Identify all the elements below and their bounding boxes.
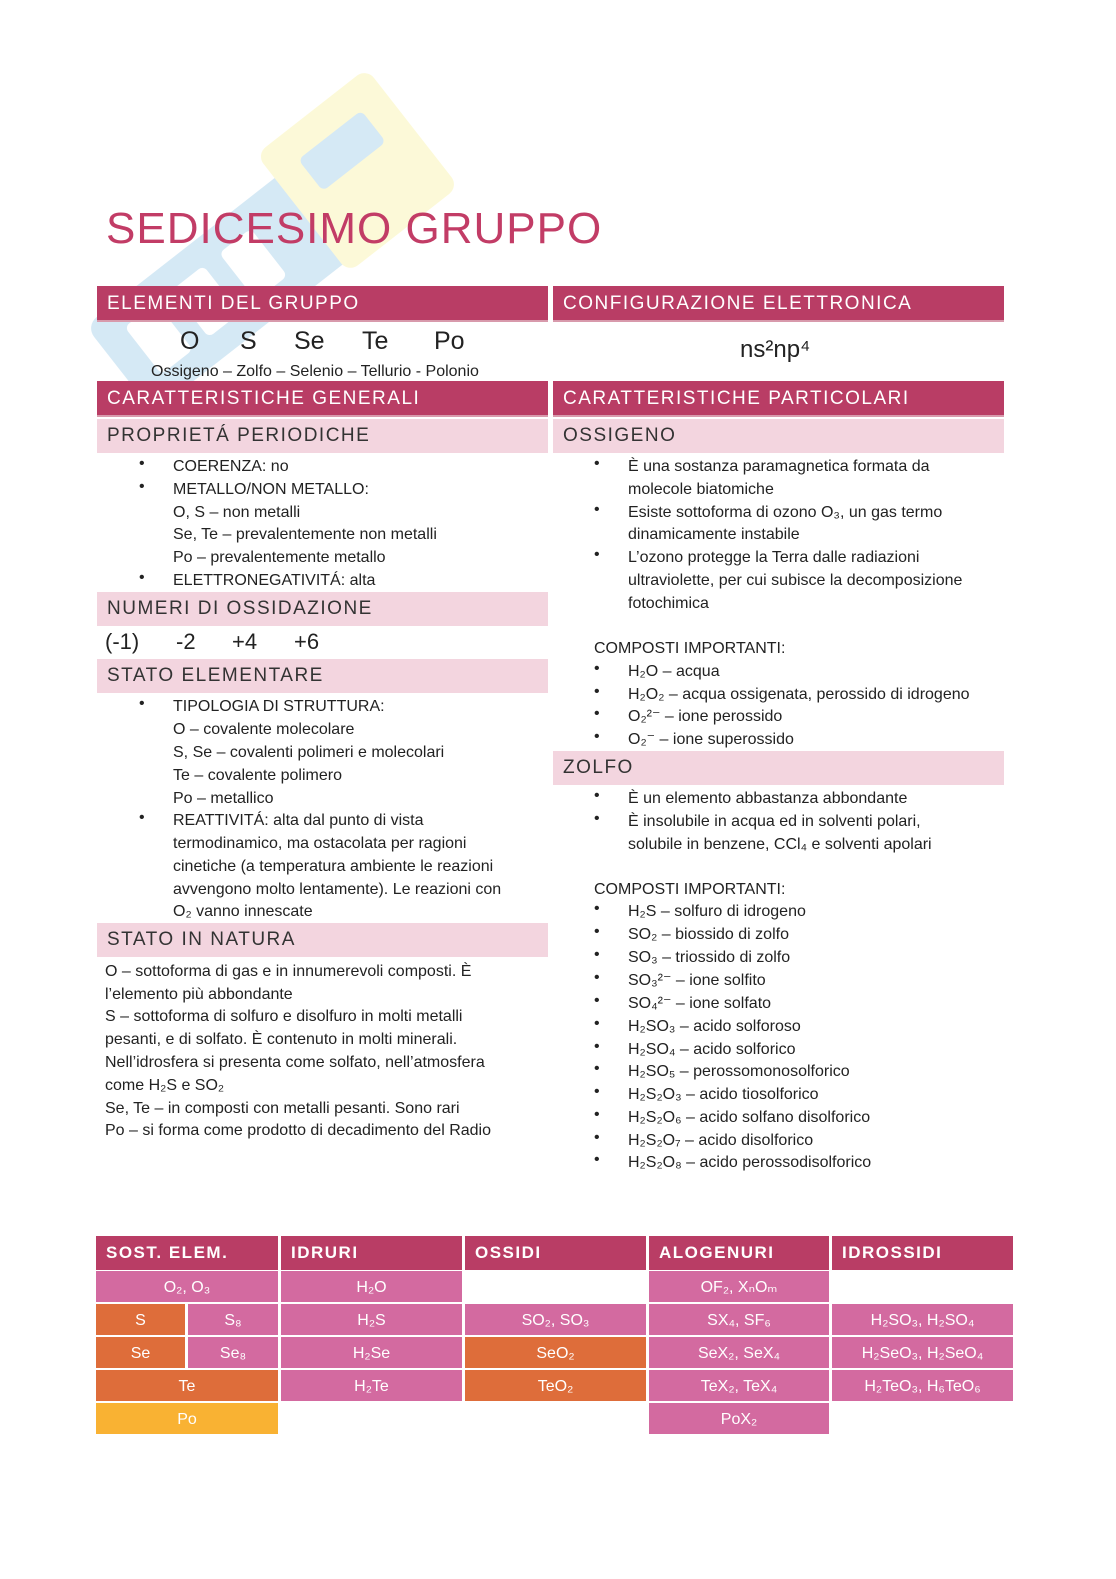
- symbol-te: Te: [362, 327, 389, 355]
- elem-reactivity-3: cinetiche (a temperatura ambiente le reazioni: [173, 858, 494, 875]
- sulfur-compound: SO₃²⁻ – ione solfito: [628, 972, 766, 989]
- table-header: IDROSSIDI: [832, 1236, 1013, 1270]
- bullet: •: [594, 900, 600, 917]
- element-names: Ossigeno – Zolfo – Selenio – Tellurio - Polonio: [151, 363, 479, 380]
- nature-line: come H₂S e SO₂: [105, 1077, 225, 1094]
- bullet: •: [594, 705, 600, 722]
- table-cell: PoX₂: [649, 1403, 829, 1434]
- bullet: •: [594, 501, 600, 518]
- table-cell: H₂S: [281, 1304, 462, 1335]
- page-title: SEDICESIMO GRUPPO: [106, 204, 603, 253]
- nature-line: pesanti, e di solfato. È contenuto in molti minerali.: [105, 1031, 458, 1048]
- bullet: •: [594, 946, 600, 963]
- bullet: •: [139, 569, 145, 586]
- table-header: SOST. ELEM.: [96, 1236, 278, 1270]
- table-cell: Se: [96, 1337, 185, 1368]
- table-cell: SeX₂, SeX₄: [649, 1337, 829, 1368]
- bullet: •: [139, 478, 145, 495]
- bullet: •: [594, 992, 600, 1009]
- symbol-se: Se: [294, 327, 325, 355]
- general-header: CARATTERISTICHE GENERALI: [97, 381, 548, 417]
- periodic-electroneg: ELETTRONEGATIVITÁ: alta: [173, 572, 376, 589]
- bullet: •: [594, 1038, 600, 1055]
- sulfur-compound: SO₄²⁻ – ione solfato: [628, 995, 772, 1012]
- nature-header: STATO IN NATURA: [97, 923, 548, 957]
- sulfur-compound: H₂S – solfuro di idrogeno: [628, 903, 806, 920]
- oxygen-line: Esiste sottoforma di ozono O₃, un gas termo: [628, 504, 943, 521]
- symbol-po: Po: [434, 327, 465, 355]
- sulfur-compound: H₂SO₅ – perossomonosolforico: [628, 1063, 850, 1080]
- oxygen-compound: O₂⁻ – ione superossido: [628, 731, 794, 748]
- oxygen-line: L’ozono protegge la Terra dalle radiazioni: [628, 549, 920, 566]
- bullet: •: [594, 810, 600, 827]
- periodic-metal-l2: Se, Te – prevalentemente non metalli: [173, 526, 437, 543]
- table-cell: TeO₂: [465, 1370, 646, 1401]
- elem-l3: Te – covalente polimero: [173, 767, 342, 784]
- oxygen-line: ultraviolette, per cui subisce la decomposizione: [628, 572, 963, 589]
- table-header: OSSIDI: [465, 1236, 646, 1270]
- bullet: •: [594, 969, 600, 986]
- sulfur-compound: H₂S₂O₇ – acido disolforico: [628, 1132, 814, 1149]
- table-cell: H₂Te: [281, 1370, 462, 1401]
- bullet: •: [594, 1060, 600, 1077]
- electron-config: ns²np⁴: [740, 336, 811, 363]
- table-cell: H₂Se: [281, 1337, 462, 1368]
- table-header: IDRURI: [281, 1236, 462, 1270]
- table-cell: O₂, O₃: [96, 1271, 278, 1302]
- oxygen-compound: H₂O – acqua: [628, 663, 720, 680]
- elem-l2: S, Se – covalenti polimeri e molecolari: [173, 744, 445, 761]
- table-cell: S₈: [188, 1304, 278, 1335]
- sulfur-compound: H₂S₂O₆ – acido solfano disolforico: [628, 1109, 871, 1126]
- nature-line: O – sottoforma di gas e in innumerevoli composti. È: [105, 963, 472, 980]
- table-cell: H₂O: [281, 1271, 462, 1302]
- sulfur-compound: H₂S₂O₈ – acido perossodisolforico: [628, 1154, 872, 1171]
- oxygen-compound: O₂²⁻ – ione perossido: [628, 708, 783, 725]
- bullet: •: [139, 695, 145, 712]
- periodic-header: PROPRIETÁ PERIODICHE: [97, 419, 548, 453]
- elem-l1: O – covalente molecolare: [173, 721, 355, 738]
- oxygen-line: dinamicamente instabile: [628, 526, 800, 543]
- table-cell: Po: [96, 1403, 278, 1434]
- bullet: •: [139, 809, 145, 826]
- ox-number: +6: [294, 629, 320, 654]
- bullet: •: [594, 923, 600, 940]
- bullet: •: [594, 1129, 600, 1146]
- sulfur-compound: H₂SO₃ – acido solforoso: [628, 1018, 801, 1035]
- elem-reactivity-1: REATTIVITÁ: alta dal punto di vista: [173, 812, 424, 829]
- table-cell: Te: [96, 1370, 278, 1401]
- elem-reactivity-4: avvengono molto lentamente). Le reazioni con: [173, 881, 502, 898]
- bullet: •: [594, 455, 600, 472]
- nature-line: Nell’idrosfera si presenta come solfato, nell’atmosfera: [105, 1054, 485, 1071]
- symbol-s: S: [240, 327, 257, 355]
- bullet: •: [594, 1106, 600, 1123]
- oxygen-compound: H₂O₂ – acqua ossigenata, perossido di idrogeno: [628, 686, 970, 703]
- sulfur-compounds-label: COMPOSTI IMPORTANTI:: [594, 881, 786, 898]
- sulfur-compound: H₂S₂O₃ – acido tiosolforico: [628, 1086, 819, 1103]
- nature-line: Po – si forma come prodotto di decadimento del Radio: [105, 1122, 491, 1139]
- periodic-metal-l3: Po – prevalentemente metallo: [173, 549, 386, 566]
- bullet: •: [594, 683, 600, 700]
- bullet: •: [594, 546, 600, 563]
- table-cell: TeX₂, TeX₄: [649, 1370, 829, 1401]
- nature-line: S – sottoforma di solfuro e disolfuro in molti metalli: [105, 1008, 463, 1025]
- table-cell: H₂SO₃, H₂SO₄: [832, 1304, 1013, 1335]
- sulfur-line: solubile in benzene, CCl₄ e solventi apolari: [628, 836, 932, 853]
- table-header: ALOGENURI: [649, 1236, 829, 1270]
- ox-number: +4: [232, 629, 258, 654]
- ox-number: (-1): [105, 629, 140, 654]
- table-cell: H₂TeO₃, H₆TeO₆: [832, 1370, 1013, 1401]
- periodic-coherence: COERENZA: no: [173, 458, 289, 475]
- bullet: •: [594, 787, 600, 804]
- ox-number: -2: [176, 629, 196, 654]
- table-cell: Se₈: [188, 1337, 278, 1368]
- table-cell: SX₄, SF₆: [649, 1304, 829, 1335]
- table-cell: H₂SeO₃, H₂SeO₄: [832, 1337, 1013, 1368]
- special-header: CARATTERISTICHE PARTICOLARI: [553, 381, 1004, 417]
- symbol-o: O: [180, 327, 200, 355]
- oxygen-compounds-label: COMPOSTI IMPORTANTI:: [594, 640, 786, 657]
- elemental-header: STATO ELEMENTARE: [97, 659, 548, 693]
- sulfur-compound: SO₃ – triossido di zolfo: [628, 949, 791, 966]
- oxidation-header: NUMERI DI OSSIDAZIONE: [97, 592, 548, 626]
- sulfur-line: È un elemento abbastanza abbondante: [628, 790, 908, 807]
- bullet: •: [594, 1083, 600, 1100]
- periodic-metal: METALLO/NON METALLO:: [173, 481, 369, 498]
- oxygen-line: fotochimica: [628, 595, 709, 612]
- sulfur-header: ZOLFO: [553, 751, 1004, 785]
- periodic-metal-l1: O, S – non metalli: [173, 504, 301, 521]
- elem-structure: TIPOLOGIA DI STRUTTURA:: [173, 698, 385, 715]
- oxygen-line: molecole biatomiche: [628, 481, 774, 498]
- nature-line: Se, Te – in composti con metalli pesanti. Sono rari: [105, 1100, 460, 1117]
- oxygen-header: OSSIGENO: [553, 419, 1004, 453]
- table-cell: SO₂, SO₃: [465, 1304, 646, 1335]
- sulfur-compound: SO₂ – biossido di zolfo: [628, 926, 789, 943]
- bullet: •: [594, 728, 600, 745]
- oxygen-line: È una sostanza paramagnetica formata da: [628, 458, 930, 475]
- elem-reactivity-2: termodinamico, ma ostacolata per ragioni: [173, 835, 467, 852]
- elem-reactivity-5: O₂ vanno innescate: [173, 903, 313, 920]
- elem-l4: Po – metallico: [173, 790, 274, 807]
- elements-header: ELEMENTI DEL GRUPPO: [97, 286, 548, 322]
- sulfur-compound: H₂SO₄ – acido solforico: [628, 1041, 796, 1058]
- config-header: CONFIGURAZIONE ELETTRONICA: [553, 286, 1004, 322]
- bullet: •: [594, 660, 600, 677]
- sulfur-line: È insolubile in acqua ed in solventi polari,: [628, 813, 921, 830]
- bullet: •: [594, 1015, 600, 1032]
- table-cell: S: [96, 1304, 185, 1335]
- bullet: •: [139, 455, 145, 472]
- table-cell: OF₂, XₙOₘ: [649, 1271, 829, 1302]
- table-cell: SeO₂: [465, 1337, 646, 1368]
- nature-line: l’elemento più abbondante: [105, 986, 293, 1003]
- bullet: •: [594, 1151, 600, 1168]
